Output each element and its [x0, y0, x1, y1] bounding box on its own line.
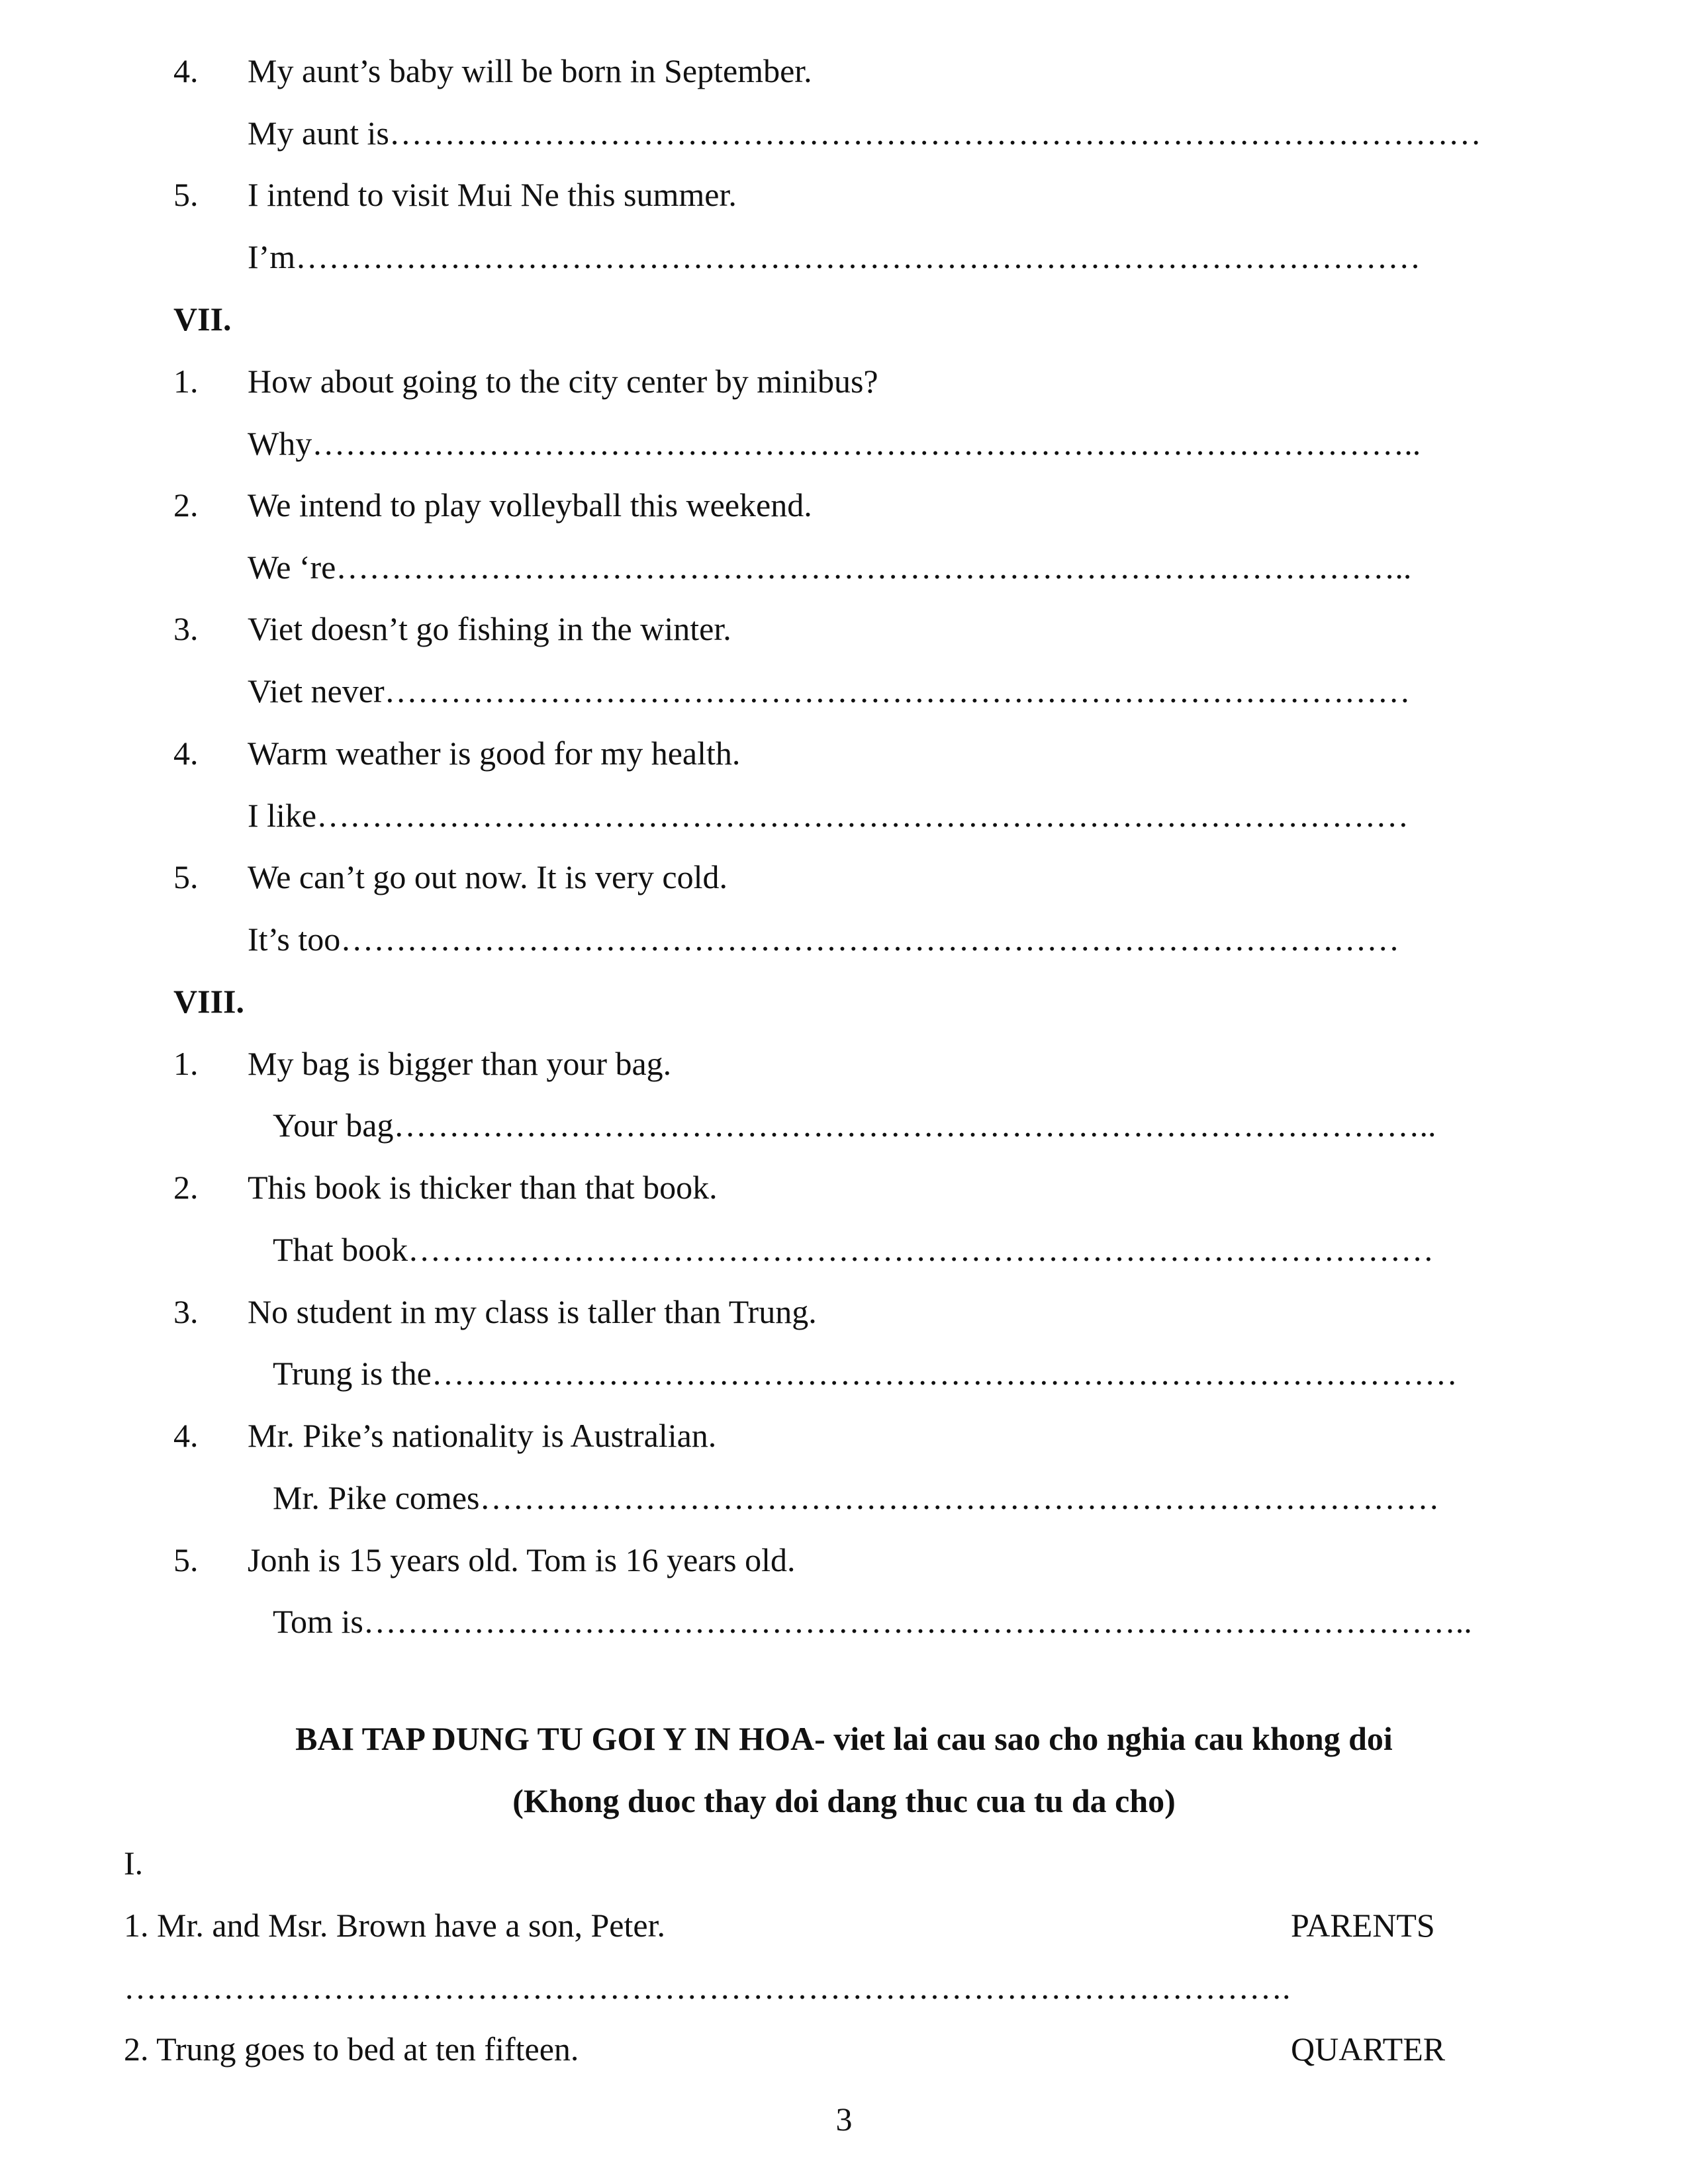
- item-number: 4.: [173, 735, 199, 772]
- item-number: 4.: [173, 52, 199, 89]
- answer-line: Viet never…………………………………………………………………………………: [248, 672, 1411, 709]
- item-sentence: My aunt’s baby will be born in September.: [248, 52, 812, 89]
- answer-line: Why………………………………………………………………………………………..: [248, 425, 1421, 462]
- item-sentence: We can’t go out now. It is very cold.: [248, 858, 727, 895]
- item-number: 3.: [173, 1293, 199, 1330]
- item-number: 5.: [173, 176, 199, 213]
- answer-line: Trung is the…………………………………………………………………………………: [273, 1355, 1458, 1392]
- exercise-title: BAI TAP DUNG TU GOI Y IN HOA- viet lai cau sao cho nghia cau khong doi: [295, 1720, 1393, 1757]
- exercise-subtitle: (Khong duoc thay doi dang thuc cua tu da cho): [512, 1782, 1176, 1819]
- item-sentence: How about going to the city center by minibus?: [248, 363, 878, 400]
- item-sentence: We intend to play volleyball this weekend.: [248, 486, 812, 523]
- item-number: 5.: [173, 858, 199, 895]
- item-number: 2.: [173, 1169, 199, 1206]
- item-number: 1.: [173, 1045, 199, 1082]
- item-sentence: 2. Trung goes to bed at ten fifteen.: [124, 2030, 579, 2068]
- item-sentence: No student in my class is taller than Trung.: [248, 1293, 817, 1330]
- item-number: 1.: [173, 363, 199, 400]
- exercise-section-label: I.: [124, 1844, 144, 1882]
- section-heading-vii: VII.: [173, 300, 232, 338]
- answer-line: It’s too……………………………………………………………………………………: [248, 921, 1400, 958]
- answer-line: Tom is………………………………………………………………………………………..: [273, 1603, 1472, 1640]
- answer-line: We ‘re……………………………………………………………………………………..: [248, 549, 1412, 586]
- answer-line: …………………………………………………………………………………………….: [124, 1969, 1291, 2006]
- item-sentence: I intend to visit Mui Ne this summer.: [248, 176, 737, 213]
- answer-line: That book…………………………………………………………………………………: [273, 1231, 1434, 1268]
- item-number: 2.: [173, 486, 199, 523]
- keyword-hint: QUARTER: [1291, 2030, 1446, 2068]
- item-sentence: 1. Mr. and Msr. Brown have a son, Peter.: [124, 1907, 665, 1944]
- item-number: 4.: [173, 1417, 199, 1454]
- answer-line: I like………………………………………………………………………………………: [248, 797, 1409, 834]
- answer-line: Mr. Pike comes……………………………………………………………………………: [273, 1479, 1440, 1516]
- item-sentence: Mr. Pike’s nationality is Australian.: [248, 1417, 717, 1454]
- item-number: 5.: [173, 1541, 199, 1578]
- answer-line: I’m…………………………………………………………………………………………: [248, 238, 1421, 275]
- answer-line: My aunt is………………………………………………………………………………………: [248, 114, 1481, 152]
- item-sentence: This book is thicker than that book.: [248, 1169, 718, 1206]
- item-sentence: My bag is bigger than your bag.: [248, 1045, 672, 1082]
- answer-line: Your bag…………………………………………………………………………………..: [273, 1107, 1436, 1144]
- page-number: 3: [835, 2101, 853, 2138]
- item-sentence: Warm weather is good for my health.: [248, 735, 741, 772]
- item-sentence: Jonh is 15 years old. Tom is 16 years old.: [248, 1541, 796, 1578]
- item-sentence: Viet doesn’t go fishing in the winter.: [248, 610, 731, 647]
- section-heading-viii: VIII.: [173, 983, 244, 1020]
- keyword-hint: PARENTS: [1291, 1907, 1435, 1944]
- item-number: 3.: [173, 610, 199, 647]
